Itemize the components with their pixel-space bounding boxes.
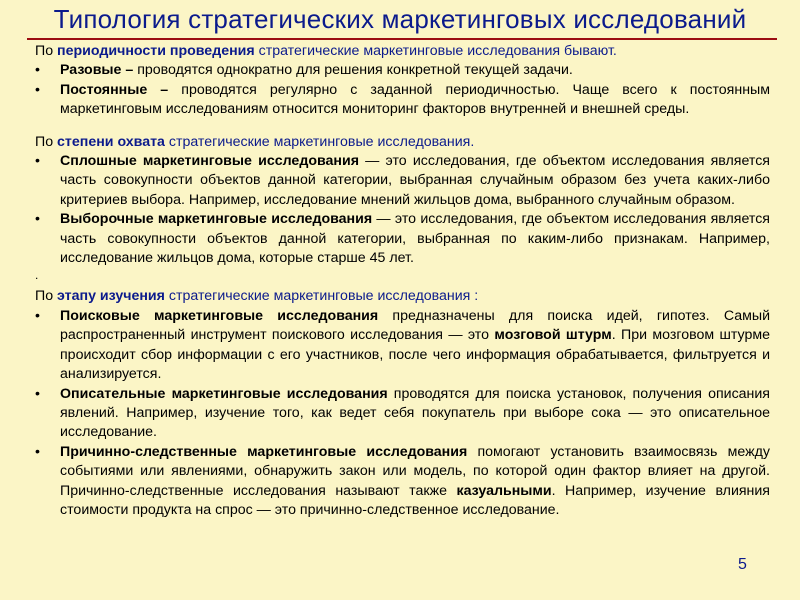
separator-dot: . bbox=[35, 268, 39, 283]
intro-keyword: степени охвата bbox=[57, 133, 165, 150]
intro-text: По bbox=[35, 43, 58, 59]
item-term-inline: мозговой штурм bbox=[494, 327, 612, 344]
item-text: . При мозговом штурме происходит сбор информации с его участников, после чего информация обрабатывается, фильтруется и анализируется. bbox=[60, 327, 770, 383]
bullet-list bbox=[35, 152, 770, 268]
list-item bbox=[35, 61, 770, 80]
bullet-list bbox=[35, 61, 770, 119]
item-term: Сплошные маркетинговые исследования bbox=[60, 153, 359, 170]
item-text: помогают установить взаимосвязь между событиями или явлениями, обнаружить закон или модель, по которой один фактор влияет на другой. Причинно-следственные исследования называют также bbox=[60, 443, 771, 499]
item-text: предназначены для поиска идей, гипотез. Самый распространенный инструмент поискового исследования — это bbox=[60, 307, 770, 344]
section-intro-periodicity bbox=[35, 42, 770, 61]
item-text: — это исследования, где объектом исследования является часть совокупности объектов данной категории, выбранная случайным образом без учета каких-либо критериев выбора. Например, исследование мнений жильцов дома, выбранного случайным образом. bbox=[60, 153, 770, 208]
title-divider bbox=[27, 38, 777, 40]
list-item bbox=[35, 210, 770, 268]
intro-text: По bbox=[35, 133, 58, 150]
intro-text: стратегические маркетинговые исследования бывают. bbox=[254, 43, 617, 59]
item-text: — это исследования, где объектом исследования является часть совокупности объектов данной категории, выбранная по каким-либо признакам. Например, исследование жильцов дома, которые старше 45 лет. bbox=[60, 211, 770, 267]
intro-text: стратегические маркетинговые исследования. bbox=[164, 133, 475, 150]
page-number: 5 bbox=[738, 556, 747, 573]
section-intro-stage bbox=[35, 287, 770, 306]
item-term: Выборочные маркетинговые исследования bbox=[60, 211, 373, 228]
intro-text: По bbox=[35, 288, 58, 305]
item-term-inline: казуальными bbox=[456, 482, 552, 499]
bullet-list bbox=[35, 307, 770, 520]
intro-keyword: периодичности проведения bbox=[57, 43, 255, 59]
item-text: проводятся регулярно с заданной периодичностью. Чаще всего к постоянным маркетинговым исследованиям относится мониторинг факторов внутренней и внешней среды. bbox=[60, 81, 770, 118]
list-item bbox=[35, 385, 770, 443]
item-term: Постоянные – bbox=[60, 81, 169, 98]
list-item bbox=[35, 81, 770, 120]
list-item bbox=[35, 443, 770, 521]
item-text: проводятся однократно для решения конкретной текущей задачи. bbox=[133, 62, 573, 79]
spacer bbox=[35, 120, 770, 133]
item-text: . Например, изучение влияния стоимости продукта на спрос — это причинно-следственное исследование. bbox=[60, 482, 770, 518]
intro-text: стратегические маркетинговые исследования : bbox=[164, 288, 479, 305]
list-item bbox=[35, 152, 770, 210]
item-term: Поисковые маркетинговые исследования bbox=[60, 307, 379, 324]
item-term: Разовые – bbox=[60, 62, 134, 79]
item-text: проводятся для поиска установок, получения описания явлений. Например, изучение того, как ведет себя покупатель при выборе сока — это описательное исследование. bbox=[60, 385, 770, 441]
slide-title: Типология стратегических маркетинговых исследований bbox=[53, 4, 747, 34]
item-term: Описательные маркетинговые исследования bbox=[60, 385, 388, 402]
intro-keyword: этапу изучения bbox=[57, 288, 165, 305]
slide-body bbox=[35, 42, 770, 520]
item-term: Причинно-следственные маркетинговые исследования bbox=[60, 443, 468, 460]
list-item bbox=[35, 307, 770, 385]
section-intro-coverage bbox=[35, 133, 770, 152]
